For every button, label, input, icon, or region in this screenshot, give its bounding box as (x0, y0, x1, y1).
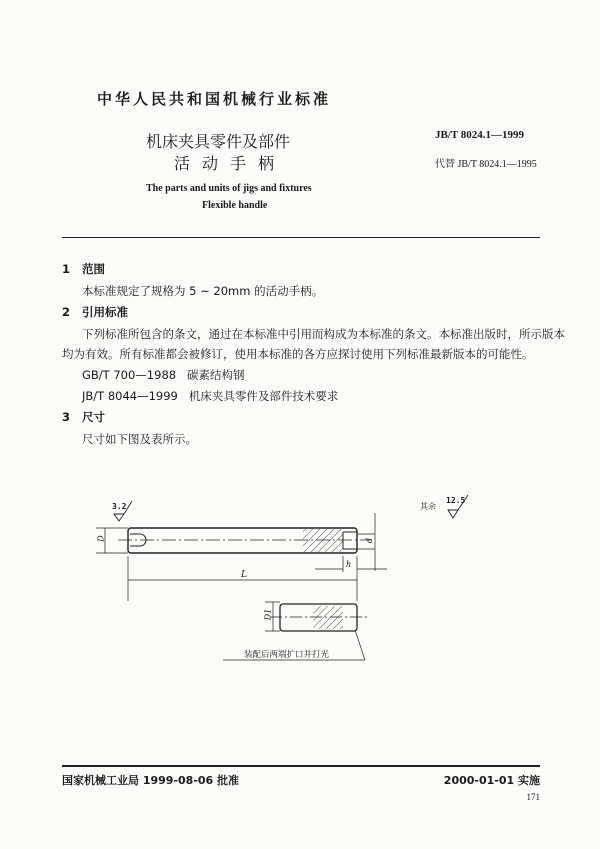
dim-L-label: L (241, 570, 247, 580)
section-2-text-1: 下列标准所包含的条文，通过在本标准中引用而构成为本标准的条文。本标准出版时，所示版本 (82, 327, 565, 341)
section-2-text-2: 均为有效。所有标准都会被修订，使用本标准的各方应探讨使用下列标准最新版本的可能性。 (62, 347, 534, 361)
approval-info: 国家机械工业局 1999-08-06 批准 (62, 774, 240, 787)
assembly-note: 装配后两端扩口并打光 (244, 650, 330, 660)
section-1-text: 本标准规定了规格为 5 ~ 20mm 的活动手柄。 (82, 284, 324, 298)
title-en-line2: Flexible handle (202, 200, 268, 211)
dim-D-label: D (96, 535, 106, 542)
standard-code: JB/T 8024.1—1999 (435, 129, 525, 141)
section-3-text: 尺寸如下图及表所示。 (82, 432, 197, 446)
section-1-heading: 1 范围 (62, 262, 106, 276)
dim-h-label: h (346, 560, 352, 569)
dim-d-label: d (365, 537, 375, 544)
reference-2: JB/T 8044—1999 机床夹具零件及部件技术要求 (82, 389, 339, 403)
dim-D1-label: D1 (263, 608, 273, 621)
title-en-line1: The parts and units of jigs and fixtures (146, 183, 312, 194)
effective-date: 2000-01-01 实施 (443, 774, 540, 787)
title-cn-line2: 活动手柄 (174, 154, 287, 173)
footer-divider (62, 765, 540, 767)
roughness-rest-label: 其余 (420, 502, 436, 511)
roughness-value-main: 3.2 (112, 502, 127, 511)
section-2-heading: 2 引用标准 (62, 305, 129, 319)
issuer-heading: 中华人民共和国机械行业标准 (97, 90, 332, 108)
title-cn-line1: 机床夹具零件及部件 (146, 132, 291, 151)
rod-main-view (118, 528, 375, 553)
dimension-lines (96, 513, 387, 601)
replaces-note: 代替 JB/T 8024.1—1995 (435, 159, 537, 170)
page-number: 171 (526, 792, 540, 802)
reference-1: GB/T 700—1988 碳素结构钢 (82, 368, 245, 382)
roughness-value-rest: 12.5 (446, 496, 466, 505)
section-3-heading: 3 尺寸 (62, 410, 106, 424)
